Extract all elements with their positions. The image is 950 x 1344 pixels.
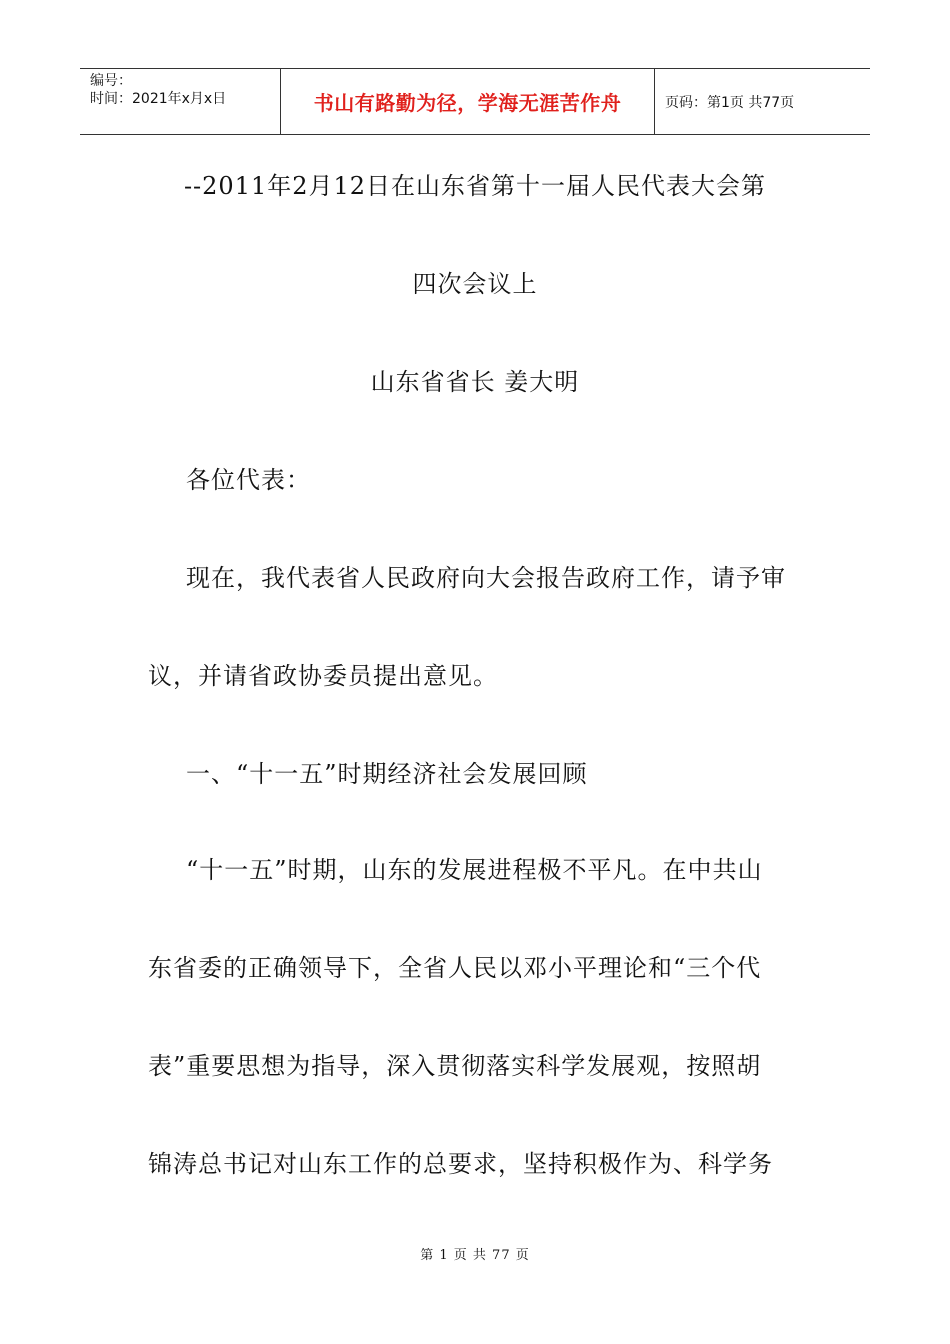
subtitle-line-1: --2011年2月12日在山东省第十一届人民代表大会第 [183, 172, 767, 200]
header-motto: 书山有路勤为径，学海无涯苦作舟 [313, 91, 622, 115]
document-date-label: 时间：2021年x月x日 [90, 91, 227, 107]
header-meta-cell [80, 69, 281, 134]
paragraph-line: 议，并请省政协委员提出意见。 [148, 662, 498, 690]
document-number-label: 编号： [90, 73, 132, 89]
subtitle-line-2: 四次会议上 [412, 270, 538, 298]
speaker-line: 山东省省长 姜大明 [370, 368, 580, 396]
section-heading: 一、“十一五”时期经济社会发展回顾 [186, 760, 588, 788]
paragraph-line: 表”重要思想为指导，深入贯彻落实科学发展观，按照胡 [148, 1052, 762, 1080]
paragraph-line: 锦涛总书记对山东工作的总要求，坚持积极作为、科学务 [148, 1150, 773, 1178]
paragraph-line: “十一五”时期，山东的发展进程极不平凡。在中共山 [186, 856, 763, 884]
header-page-cell [655, 69, 870, 134]
document-header [80, 68, 870, 135]
page-footer: 第 1 页 共 77 页 [420, 1248, 530, 1263]
paragraph-line: 现在，我代表省人民政府向大会报告政府工作，请予审 [186, 564, 786, 592]
header-motto-cell [281, 69, 655, 134]
paragraph-line: 东省委的正确领导下，全省人民以邓小平理论和“三个代 [148, 954, 762, 982]
salutation: 各位代表： [186, 466, 311, 494]
header-page-info: 页码：第1页 共77页 [665, 94, 795, 111]
